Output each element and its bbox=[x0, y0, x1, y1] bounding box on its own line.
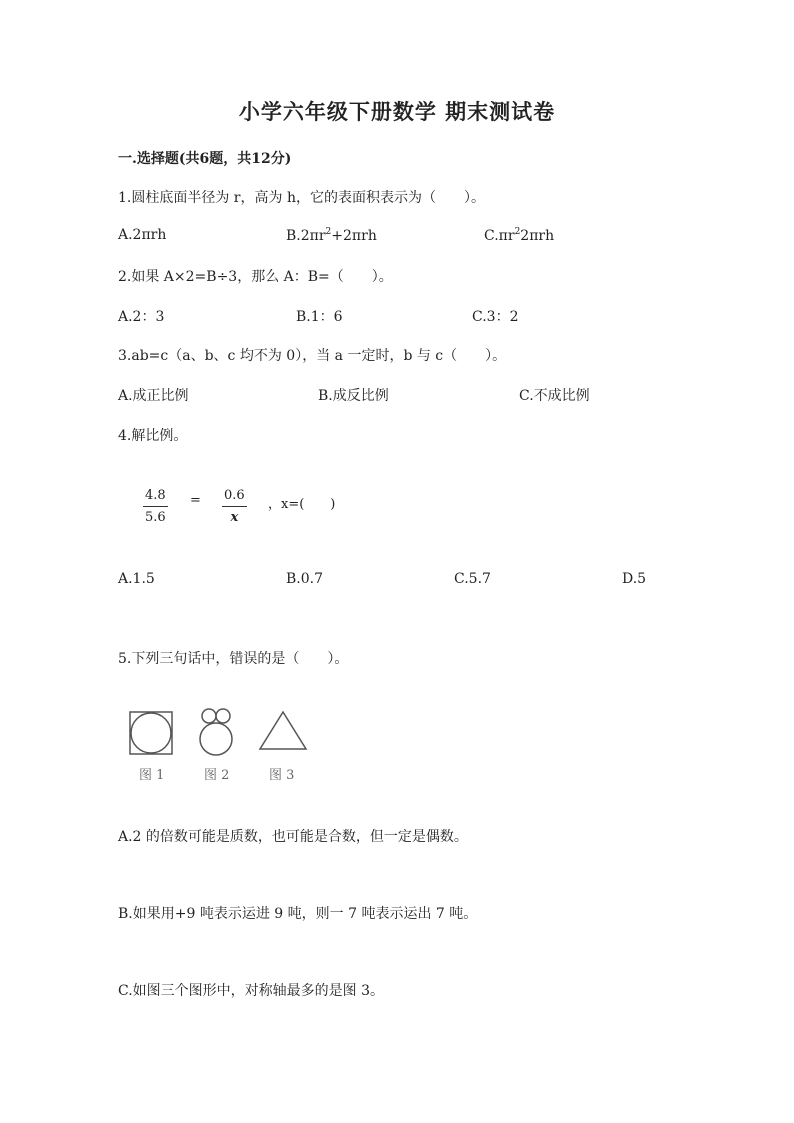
question-2-option-a: A.2：3 bbox=[118, 309, 165, 325]
option-c-exponent: 2 bbox=[514, 227, 521, 237]
answer-blank: ，x=( ) bbox=[268, 497, 336, 512]
option-b-exponent: 2 bbox=[325, 227, 332, 237]
figure-1-label: 图 1 bbox=[139, 768, 165, 783]
figures-drawing bbox=[124, 704, 324, 764]
figure-3-label: 图 3 bbox=[269, 768, 295, 783]
question-5-option-c: C.如图三个图形中，对称轴最多的是图 3。 bbox=[118, 983, 385, 999]
question-3-option-c: C.不成比例 bbox=[519, 388, 590, 404]
question-4-option-d: D.5 bbox=[622, 571, 647, 587]
question-1-stem: 1.圆柱底面半径为 r，高为 h，它的表面积表示为（ ）。 bbox=[118, 190, 485, 206]
question-2-option-c: C.3：2 bbox=[472, 309, 519, 325]
fraction-right-numerator: 0.6 bbox=[222, 488, 247, 507]
figure-2-small-circle-right bbox=[216, 709, 230, 723]
figure-2-large-circle bbox=[200, 723, 232, 755]
question-4-option-a: A.1.5 bbox=[118, 571, 155, 587]
question-3-option-a: A.成正比例 bbox=[118, 388, 189, 404]
equals-sign: = bbox=[190, 493, 201, 508]
fraction-right bbox=[222, 488, 247, 525]
figure-2-label: 图 2 bbox=[204, 768, 230, 783]
question-5-option-a: A.2 的倍数可能是质数，也可能是合数，但一定是偶数。 bbox=[118, 829, 468, 845]
option-c-base: C.πr bbox=[484, 228, 515, 244]
question-4-option-b: B.0.7 bbox=[286, 571, 324, 587]
question-3-option-b: B.成反比例 bbox=[318, 388, 389, 404]
figure-2-small-circle-left bbox=[202, 709, 216, 723]
question-4-option-c: C.5.7 bbox=[454, 571, 491, 587]
question-2-option-b: B.1：6 bbox=[296, 309, 343, 325]
fraction-right-denominator: x bbox=[230, 510, 239, 525]
fraction-left-denominator: 5.6 bbox=[145, 510, 166, 525]
fraction-left bbox=[143, 488, 168, 525]
question-3-stem: 3.ab=c（a、b、c 均不为 0），当 a 一定时，b 与 c（ ）。 bbox=[118, 348, 507, 364]
option-c-rest: 2πrh bbox=[520, 228, 555, 244]
option-b-rest: +2πrh bbox=[331, 228, 377, 244]
figure-1-circle bbox=[131, 713, 171, 753]
question-2-stem: 2.如果 A×2=B÷3，那么 A：B=（ ）。 bbox=[118, 269, 393, 285]
page-title: 小学六年级下册数学 期末测试卷 bbox=[238, 99, 556, 124]
fraction-left-numerator: 4.8 bbox=[143, 488, 168, 507]
question-1-option-b bbox=[286, 227, 377, 244]
question-4-stem: 4.解比例。 bbox=[118, 428, 188, 444]
figure-group bbox=[124, 704, 324, 784]
question-5-option-b: B.如果用+9 吨表示运进 9 吨，则一 7 吨表示运出 7 吨。 bbox=[118, 906, 478, 922]
figure-1-square bbox=[130, 712, 172, 754]
figure-3-triangle bbox=[260, 712, 306, 749]
question-1-option-a: A.2πrh bbox=[118, 227, 167, 243]
question-1-option-c bbox=[484, 227, 554, 244]
option-b-base: B.2πr bbox=[286, 228, 326, 244]
question-5-stem: 5.下列三句话中，错误的是（ ）。 bbox=[118, 651, 349, 667]
section-heading: 一.选择题(共6题，共12分) bbox=[118, 151, 292, 167]
